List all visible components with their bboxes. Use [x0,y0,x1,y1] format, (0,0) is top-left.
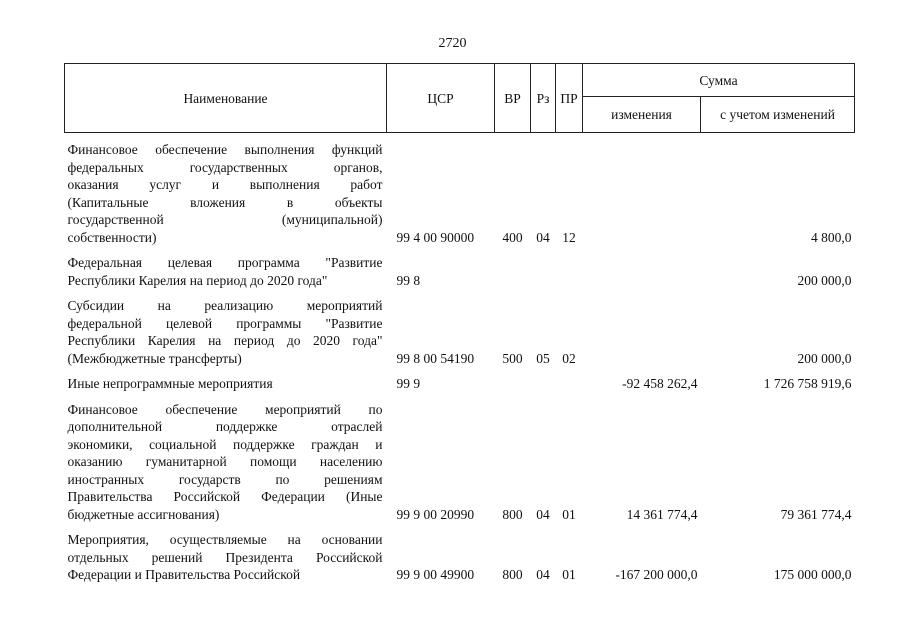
row-rz: 04 [536,567,550,582]
row-csr: 99 9 00 49900 [396,567,475,582]
row-changes [583,292,701,370]
table-row [65,249,855,292]
row-name-line: (Межбюджетные трансферты) [67,350,242,366]
row-name [65,396,387,527]
row-name-line: оказанию гуманитарной помощи населению [67,454,383,469]
row-rz: 04 [536,229,550,245]
page-number: 2720 [438,36,467,51]
budget-table [64,63,855,587]
row-csr: 99 8 [396,272,421,288]
row-name-line: собственности) [67,229,157,245]
row-rz: 04 [536,506,550,522]
row-name-line: экономики, социальной поддержке граждан и [67,436,383,452]
row-changes: -92 458 262,4 [622,376,698,391]
row-name-line: Федерации и Правительства Российской [67,567,301,582]
table-body [65,133,855,587]
row-name-line: Мероприятия, осуществляемые на основании [67,532,383,547]
header-sum: Сумма [583,64,855,97]
row-vr [495,249,531,292]
header-vr: ВР [495,64,531,133]
row-rz [531,249,556,292]
row-vr [495,370,531,396]
row-pr: 12 [562,229,576,245]
row-vr: 500 [502,350,523,366]
row-name [65,526,387,587]
table-row [65,370,855,396]
row-name [65,292,387,370]
header-rz: Рз [531,64,556,133]
header-with-changes: с учетом изменений [701,97,855,133]
header-pr: ПР [556,64,583,133]
row-vr: 800 [502,567,523,582]
header-name: Наименование [65,64,387,133]
row-name-line: Финансовое обеспечение выполнения функций [67,142,383,157]
row-name-line: Республики Карелия на период до 2020 года" [67,333,383,348]
row-name-line: Республики Карелия на период до 2020 года" [67,272,328,288]
row-rz: 05 [536,350,550,366]
row-name [65,249,387,292]
row-csr: 99 9 00 20990 [396,506,475,522]
row-name [65,133,387,250]
row-name [65,370,387,396]
row-changes: -167 200 000,0 [615,567,698,582]
row-with-changes: 4 800,0 [811,229,852,245]
row-csr: 99 8 00 54190 [396,350,475,366]
row-name-line: бюджетные ассигнования) [67,506,220,522]
row-changes [583,249,701,292]
table-row [65,526,855,587]
row-name-line: Федеральная целевая программа "Развитие [67,255,383,270]
row-name-line: Субсидии на реализацию мероприятий [67,298,383,313]
row-with-changes: 200 000,0 [797,272,852,288]
row-with-changes: 1 726 758 919,6 [763,376,852,391]
row-pr: 01 [562,567,576,582]
row-vr: 400 [502,229,523,245]
row-name-line: Финансовое обеспечение мероприятий по [67,401,383,417]
row-pr [556,370,583,396]
table-row [65,292,855,370]
row-name-line: Иные непрограммные мероприятия [67,376,273,391]
row-csr: 99 9 [396,376,421,391]
row-pr: 02 [562,350,576,366]
row-name-line: федеральной целевой программы "Развитие [67,315,383,331]
row-name-line: оказания услуг и выполнения работ [67,177,383,192]
row-name-line: Правительства Российской Федерации (Иные [67,489,383,504]
row-rz [531,370,556,396]
row-pr: 01 [562,506,576,522]
row-name-line: иностранных государств по решениям [67,471,383,487]
row-name-line: государственной (муниципальной) [67,212,383,227]
row-pr [556,249,583,292]
row-name-line: отдельных решений Президента Российской [67,549,383,565]
row-name-line: федеральных государственных органов, [67,159,383,175]
row-vr: 800 [502,506,523,522]
row-with-changes: 79 361 774,4 [780,506,852,522]
row-name-line: (Капитальные вложения в объекты [67,194,383,210]
table-row [65,396,855,527]
row-changes: 14 361 774,4 [626,506,698,522]
row-name-line: дополнительной поддержке отраслей [67,419,383,434]
row-with-changes: 200 000,0 [797,350,852,366]
table-row [65,133,855,250]
row-with-changes: 175 000 000,0 [773,567,852,582]
row-changes [583,133,701,250]
header-csr: ЦСР [387,64,495,133]
header-changes: изменения [583,97,701,133]
row-csr: 99 4 00 90000 [396,229,475,245]
